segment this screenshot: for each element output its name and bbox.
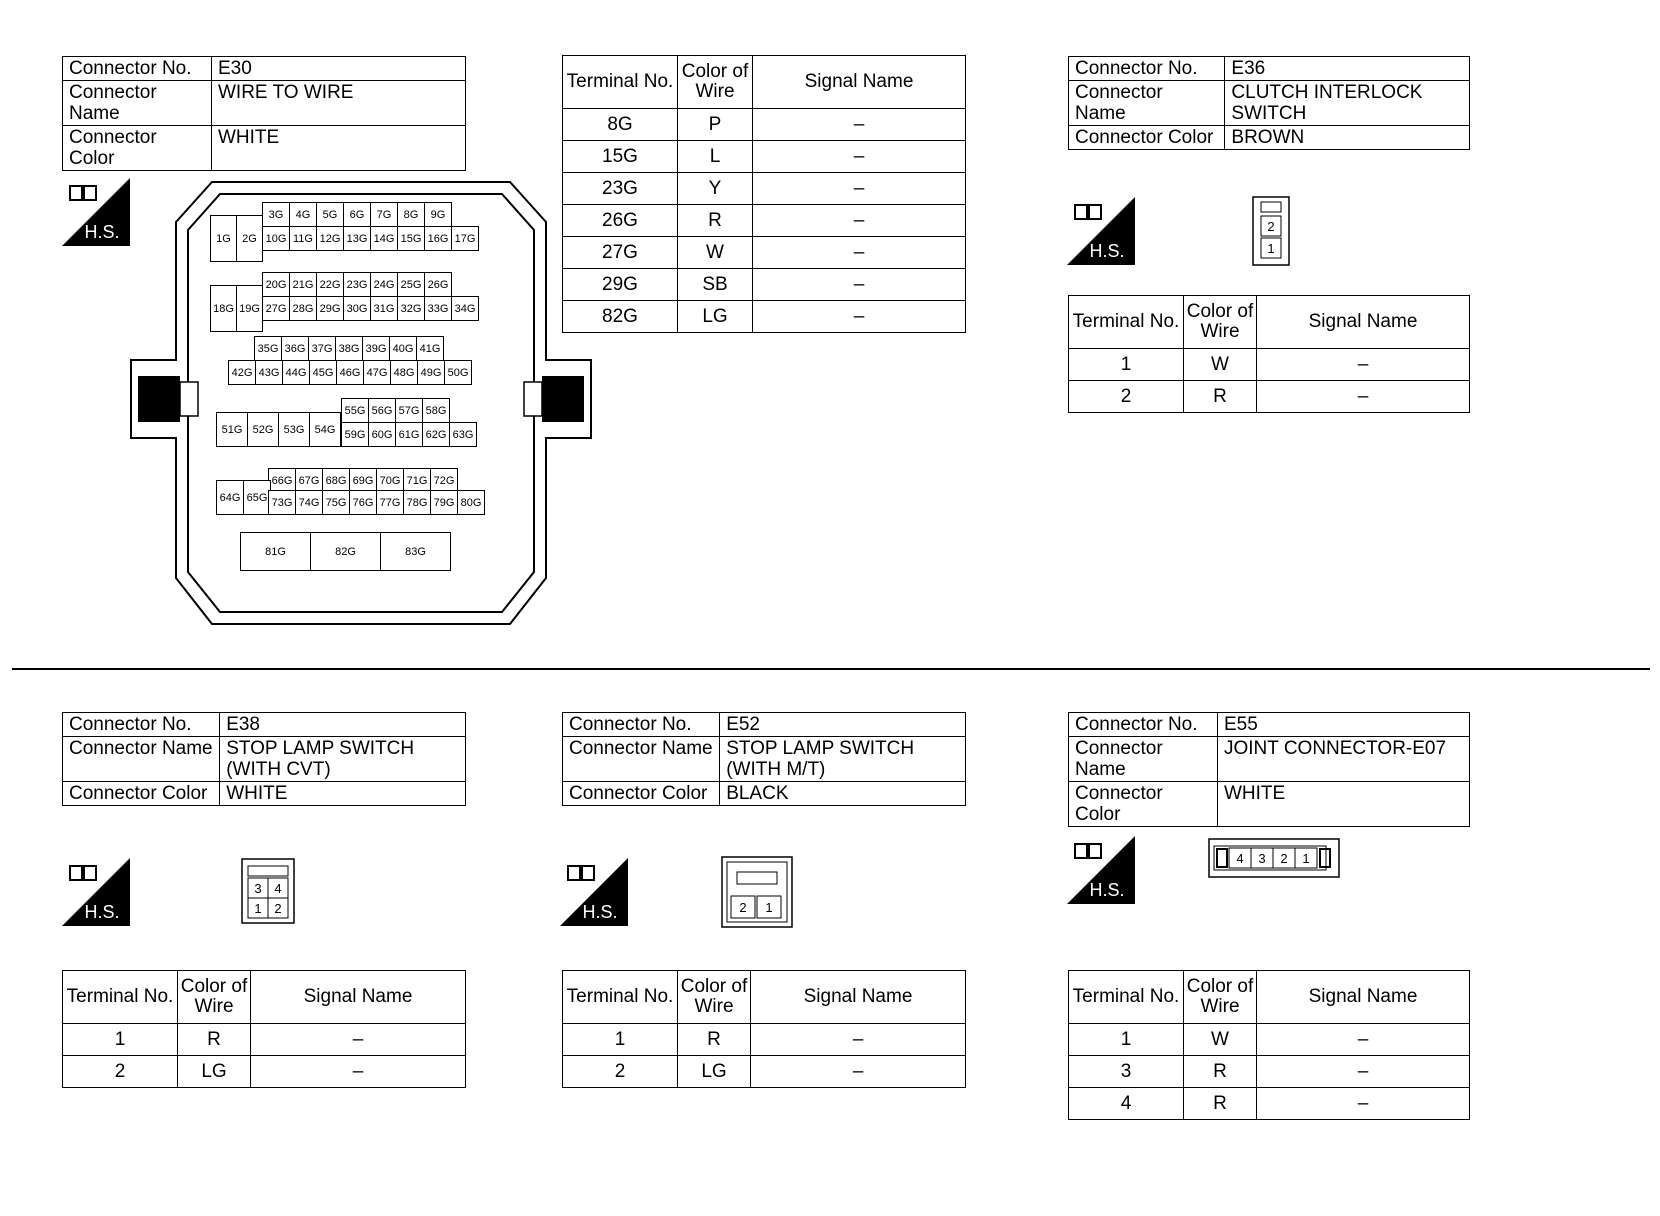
e30-pin-65g: 65G [243, 480, 271, 515]
hs-label: H.S. [1089, 241, 1125, 261]
hs-label: H.S. [1089, 880, 1125, 900]
table-row [63, 1024, 466, 1056]
e30-pin-61g: 61G [395, 422, 423, 447]
e30-pin-76g: 76G [349, 490, 377, 515]
e30-pin-18g: 18G [210, 285, 237, 332]
signal-name: – [1257, 1088, 1470, 1120]
pin-2: 2 [1280, 851, 1288, 866]
e30-pin-28g: 28G [289, 296, 317, 321]
pin-1: 1 [1302, 851, 1310, 866]
header-signal-name: Signal Name [251, 971, 466, 1024]
terminal-no: 23G [563, 173, 678, 205]
hs-label: H.S. [582, 902, 618, 922]
e30-no: E30 [212, 57, 466, 81]
e30-pin-42g: 42G [228, 360, 256, 385]
terminal-no: 2 [1069, 381, 1184, 413]
e30-pin-79g: 79G [430, 490, 458, 515]
e30-pin-68g: 68G [322, 468, 350, 493]
label-connector-color: Connector Color [63, 126, 212, 171]
header-signal-name: Signal Name [1257, 296, 1470, 349]
e30-pin-82g: 82G [310, 532, 381, 571]
e30-pin-19g: 19G [236, 285, 263, 332]
e30-pin-69g: 69G [349, 468, 377, 493]
terminal-no: 8G [563, 109, 678, 141]
e36-terminal-table [1068, 295, 1470, 413]
e30-pin-9g: 9G [424, 202, 452, 227]
table-row [563, 173, 966, 205]
e30-pin-48g: 48G [390, 360, 418, 385]
label-connector-no: Connector No. [1069, 57, 1225, 81]
e30-pin-22g: 22G [316, 272, 344, 297]
signal-name: – [251, 1024, 466, 1056]
e30-pin-70g: 70G [376, 468, 404, 493]
e52-connector-face [721, 856, 793, 928]
e30-pin-21g: 21G [289, 272, 317, 297]
header-terminal-no: Terminal No. [1069, 971, 1184, 1024]
e30-pin-37g: 37G [308, 336, 336, 361]
e30-pin-43g: 43G [255, 360, 283, 385]
e30-info-table [62, 56, 466, 171]
table-row [563, 109, 966, 141]
e30-pin-16g: 16G [424, 226, 452, 251]
signal-name: – [251, 1056, 466, 1088]
header-terminal-no: Terminal No. [563, 971, 678, 1024]
e36-connector-face [1252, 196, 1290, 266]
hs-label: H.S. [84, 222, 120, 242]
header-color-of-wire: Color of Wire [178, 971, 251, 1024]
e55-no: E55 [1218, 713, 1470, 737]
wire-color: LG [678, 1056, 751, 1088]
hs-label: H.S. [84, 902, 120, 922]
e30-name: WIRE TO WIRE [212, 81, 466, 126]
e30-pin-10g: 10G [262, 226, 290, 251]
wire-color: R [1184, 1056, 1257, 1088]
pin-2: 2 [274, 901, 282, 916]
label-connector-no: Connector No. [63, 713, 220, 737]
e38-name: STOP LAMP SWITCH (WITH CVT) [220, 737, 466, 782]
pin-4: 4 [274, 881, 282, 896]
table-row [563, 141, 966, 173]
harness-side-icon [62, 178, 130, 246]
signal-name: – [1257, 349, 1470, 381]
label-connector-no: Connector No. [563, 713, 720, 737]
e30-pin-51g: 51G [216, 412, 248, 447]
e30-pin-67g: 67G [295, 468, 323, 493]
header-terminal-no: Terminal No. [563, 56, 678, 109]
e30-pin-62g: 62G [422, 422, 450, 447]
header-color-of-wire: Color of Wire [678, 56, 753, 109]
e30-pin-29g: 29G [316, 296, 344, 321]
label-connector-name: Connector Name [1069, 81, 1225, 126]
e52-color: BLACK [720, 782, 966, 806]
e30-pin-59g: 59G [341, 422, 369, 447]
table-row [563, 1056, 966, 1088]
e30-pin-6g: 6G [343, 202, 371, 227]
label-connector-name: Connector Name [63, 737, 220, 782]
wire-color: W [1184, 1024, 1257, 1056]
e30-pin-34g: 34G [451, 296, 479, 321]
wire-color: P [678, 109, 753, 141]
e30-pin-56g: 56G [368, 398, 396, 423]
wire-color: LG [178, 1056, 251, 1088]
signal-name: – [753, 173, 966, 205]
e30-pin-47g: 47G [363, 360, 391, 385]
pin-2: 2 [739, 900, 747, 915]
e30-pin-41g: 41G [416, 336, 444, 361]
e55-color: WHITE [1218, 782, 1470, 827]
header-terminal-no: Terminal No. [63, 971, 178, 1024]
e30-pin-74g: 74G [295, 490, 323, 515]
label-connector-color: Connector Color [563, 782, 720, 806]
e30-pin-2g: 2G [236, 215, 263, 262]
e55-info-table [1068, 712, 1470, 827]
e36-name: CLUTCH INTERLOCK SWITCH [1225, 81, 1470, 126]
pin-3: 3 [1258, 851, 1266, 866]
signal-name: – [753, 109, 966, 141]
table-row [563, 301, 966, 333]
harness-side-icon [1067, 836, 1135, 904]
e30-pin-81g: 81G [240, 532, 311, 571]
header-color-of-wire: Color of Wire [678, 971, 751, 1024]
e38-info-table [62, 712, 466, 806]
table-row [563, 269, 966, 301]
e30-terminal-table [562, 55, 966, 333]
signal-name: – [1257, 1056, 1470, 1088]
e30-pin-77g: 77G [376, 490, 404, 515]
signal-name: – [753, 301, 966, 333]
e55-name: JOINT CONNECTOR-E07 [1218, 737, 1470, 782]
e30-pin-80g: 80G [457, 490, 485, 515]
table-row [563, 1024, 966, 1056]
table-row [563, 205, 966, 237]
e52-terminal-table [562, 970, 966, 1088]
wire-color: W [1184, 349, 1257, 381]
header-color-of-wire: Color of Wire [1184, 296, 1257, 349]
e30-pin-63g: 63G [449, 422, 477, 447]
e30-pin-66g: 66G [268, 468, 296, 493]
e30-pin-73g: 73G [268, 490, 296, 515]
e30-pin-5g: 5G [316, 202, 344, 227]
e30-color: WHITE [212, 126, 466, 171]
terminal-no: 3 [1069, 1056, 1184, 1088]
e36-no: E36 [1225, 57, 1470, 81]
terminal-no: 1 [1069, 1024, 1184, 1056]
e30-pin-32g: 32G [397, 296, 425, 321]
e30-pin-57g: 57G [395, 398, 423, 423]
signal-name: – [751, 1024, 966, 1056]
header-signal-name: Signal Name [751, 971, 966, 1024]
e38-color: WHITE [220, 782, 466, 806]
e30-pin-23g: 23G [343, 272, 371, 297]
e30-pin-35g: 35G [254, 336, 282, 361]
e38-terminal-table [62, 970, 466, 1088]
e55-connector-face [1208, 838, 1340, 878]
wire-color: R [678, 205, 753, 237]
e30-pin-64g: 64G [216, 480, 244, 515]
label-connector-no: Connector No. [63, 57, 212, 81]
table-row [1069, 1088, 1470, 1120]
wire-color: W [678, 237, 753, 269]
e30-pin-72g: 72G [430, 468, 458, 493]
table-row [1069, 349, 1470, 381]
signal-name: – [753, 205, 966, 237]
wire-color: Y [678, 173, 753, 205]
e30-pin-25g: 25G [397, 272, 425, 297]
terminal-no: 29G [563, 269, 678, 301]
e30-pin-13g: 13G [343, 226, 371, 251]
e52-name: STOP LAMP SWITCH (WITH M/T) [720, 737, 966, 782]
pin-1: 1 [1267, 241, 1275, 256]
table-row [63, 1056, 466, 1088]
wire-color: L [678, 141, 753, 173]
label-connector-name: Connector Name [1069, 737, 1218, 782]
e30-pin-60g: 60G [368, 422, 396, 447]
e30-pin-26g: 26G [424, 272, 452, 297]
e30-pin-11g: 11G [289, 226, 317, 251]
e30-pin-8g: 8G [397, 202, 425, 227]
wire-color: R [678, 1024, 751, 1056]
pin-1: 1 [765, 900, 773, 915]
e30-pin-44g: 44G [282, 360, 310, 385]
e30-pin-53g: 53G [278, 412, 310, 447]
e30-pin-27g: 27G [262, 296, 290, 321]
pin-3: 3 [254, 881, 262, 896]
section-divider [12, 668, 1650, 670]
table-row [1069, 1056, 1470, 1088]
harness-side-icon [62, 858, 130, 926]
label-connector-name: Connector Name [63, 81, 212, 126]
e30-pin-49g: 49G [417, 360, 445, 385]
e30-pin-50g: 50G [444, 360, 472, 385]
e52-info-table [562, 712, 966, 806]
signal-name: – [1257, 1024, 1470, 1056]
wire-color: LG [678, 301, 753, 333]
table-row [1069, 381, 1470, 413]
e38-no: E38 [220, 713, 466, 737]
e30-pin-58g: 58G [422, 398, 450, 423]
e30-pin-12g: 12G [316, 226, 344, 251]
e30-pin-45g: 45G [309, 360, 337, 385]
harness-side-icon [1067, 197, 1135, 265]
pin-1: 1 [254, 901, 262, 916]
e30-pin-7g: 7G [370, 202, 398, 227]
wire-color: R [1184, 381, 1257, 413]
pin-4: 4 [1236, 851, 1244, 866]
e30-pin-15g: 15G [397, 226, 425, 251]
terminal-no: 1 [563, 1024, 678, 1056]
wire-color: R [1184, 1088, 1257, 1120]
e30-pin-24g: 24G [370, 272, 398, 297]
e30-pin-39g: 39G [362, 336, 390, 361]
e30-pin-71g: 71G [403, 468, 431, 493]
signal-name: – [753, 141, 966, 173]
signal-name: – [753, 237, 966, 269]
e30-pin-31g: 31G [370, 296, 398, 321]
e30-pin-30g: 30G [343, 296, 371, 321]
table-row [563, 237, 966, 269]
e30-pin-52g: 52G [247, 412, 279, 447]
e30-pin-36g: 36G [281, 336, 309, 361]
e30-pin-3g: 3G [262, 202, 290, 227]
e30-pin-75g: 75G [322, 490, 350, 515]
e30-pin-14g: 14G [370, 226, 398, 251]
label-connector-color: Connector Color [63, 782, 220, 806]
e30-pin-46g: 46G [336, 360, 364, 385]
terminal-no: 26G [563, 205, 678, 237]
wire-color: R [178, 1024, 251, 1056]
e30-pin-40g: 40G [389, 336, 417, 361]
e30-pin-33g: 33G [424, 296, 452, 321]
harness-side-icon [560, 858, 628, 926]
e55-terminal-table [1068, 970, 1470, 1120]
e30-pin-54g: 54G [309, 412, 341, 447]
e38-connector-face [241, 858, 295, 924]
e36-color: BROWN [1225, 126, 1470, 150]
e30-pin-83g: 83G [380, 532, 451, 571]
label-connector-no: Connector No. [1069, 713, 1218, 737]
label-connector-color: Connector Color [1069, 782, 1218, 827]
terminal-no: 2 [563, 1056, 678, 1088]
e30-pin-17g: 17G [451, 226, 479, 251]
e30-pin-20g: 20G [262, 272, 290, 297]
e52-no: E52 [720, 713, 966, 737]
e30-pin-55g: 55G [341, 398, 369, 423]
header-color-of-wire: Color of Wire [1184, 971, 1257, 1024]
signal-name: – [1257, 381, 1470, 413]
terminal-no: 15G [563, 141, 678, 173]
label-connector-name: Connector Name [563, 737, 720, 782]
e30-pin-38g: 38G [335, 336, 363, 361]
label-connector-color: Connector Color [1069, 126, 1225, 150]
e36-info-table [1068, 56, 1470, 150]
signal-name: – [753, 269, 966, 301]
terminal-no: 27G [563, 237, 678, 269]
terminal-no: 82G [563, 301, 678, 333]
header-signal-name: Signal Name [753, 56, 966, 109]
terminal-no: 1 [63, 1024, 178, 1056]
e30-pin-4g: 4G [289, 202, 317, 227]
header-signal-name: Signal Name [1257, 971, 1470, 1024]
table-row [1069, 1024, 1470, 1056]
terminal-no: 1 [1069, 349, 1184, 381]
header-terminal-no: Terminal No. [1069, 296, 1184, 349]
terminal-no: 2 [63, 1056, 178, 1088]
wire-color: SB [678, 269, 753, 301]
signal-name: – [751, 1056, 966, 1088]
e30-pin-78g: 78G [403, 490, 431, 515]
terminal-no: 4 [1069, 1088, 1184, 1120]
pin-2: 2 [1267, 219, 1275, 234]
e30-pin-1g: 1G [210, 215, 237, 262]
